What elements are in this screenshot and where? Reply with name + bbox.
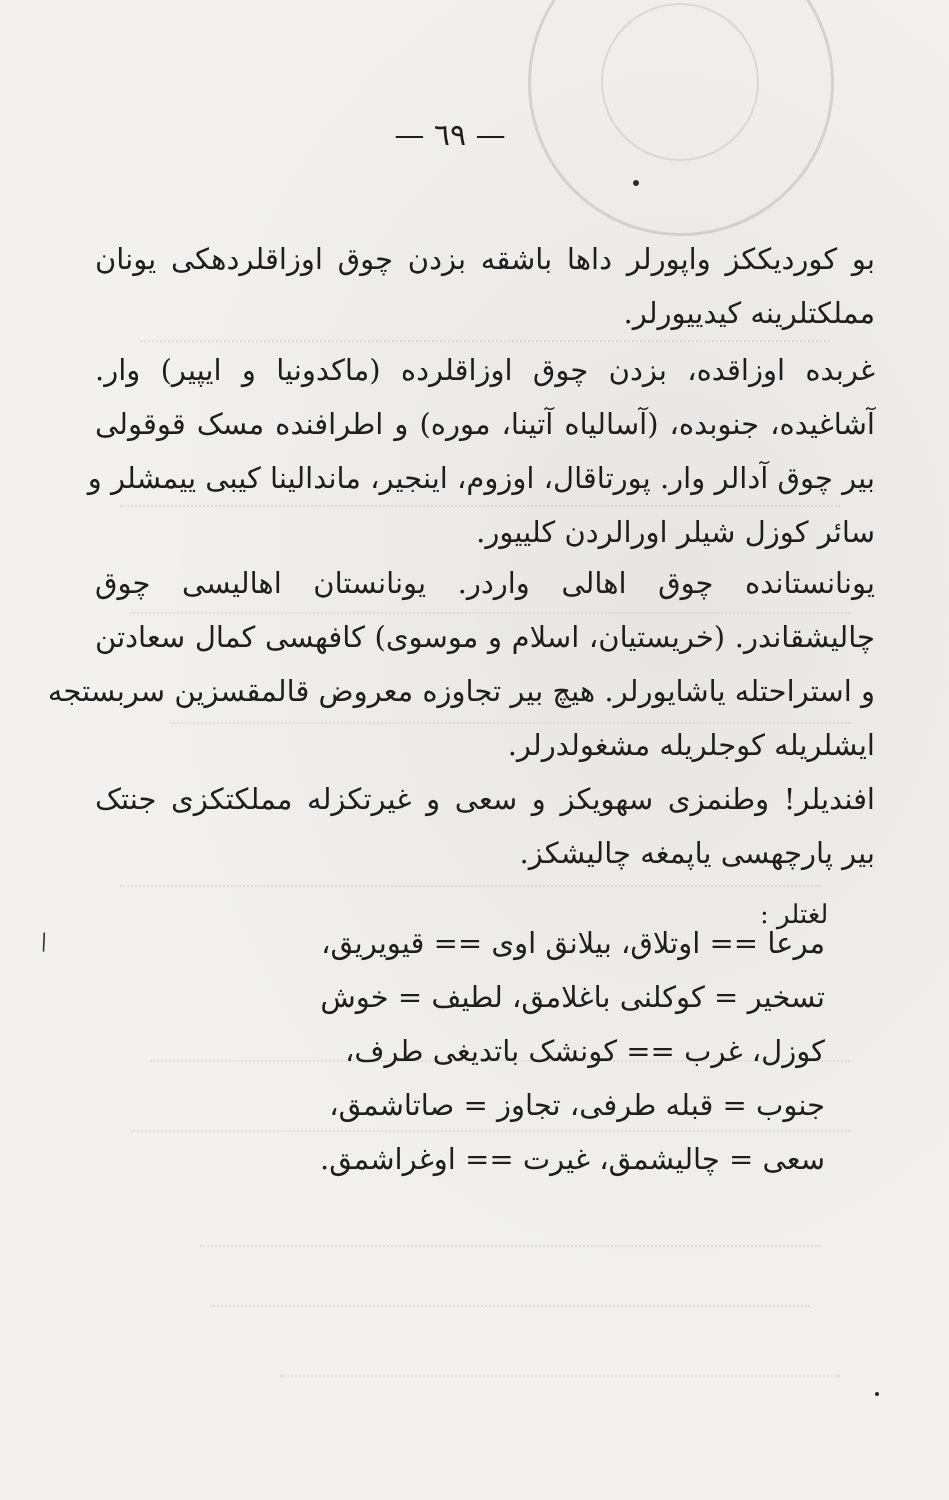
library-stamp-bleed [528, 0, 834, 236]
bleed-line [140, 340, 830, 342]
margin-mark: \ [35, 929, 52, 956]
vocabulary-list [120, 916, 825, 1186]
text-line: چالیشقاندر. (خریستیان، اسلام و موسوی) کافهسی کمال سعادتن [95, 620, 875, 654]
page-number: — ٦٩ — [394, 118, 506, 153]
text-line: و استراحتله یاشایورلر. هیچ بیر تجاوزه معروض قالمقسزین سربستجه [47, 674, 875, 708]
bleed-line [280, 1375, 840, 1377]
text-line: آشاغیده، جنوبده، (آسالیاه آتینا، موره) و اطرافنده مسک قوقولی [95, 407, 875, 441]
ink-dot [633, 180, 639, 186]
text-line: بیر پارچهسی یاپمغه چالیشکز. [519, 836, 875, 870]
text-line: ایشلریله کوجلریله مشغولدرلر. [507, 728, 875, 762]
bleed-line [210, 1305, 810, 1307]
text-line: بو کوردیککز واپورلر داها باشقه بزدن چوق اوزاقلردهکی یونان [95, 242, 875, 276]
paragraph-3 [47, 556, 875, 772]
vocabulary-line: مرعا == اوتلاق، بیلانق اوی == قیویریق، [321, 926, 825, 960]
vocabulary-line: کوزل، غرب == کونشک باتدیغی طرف، [344, 1034, 825, 1068]
vocabulary-line: تسخیر = کوکلنی باغلامق، لطیف = خوش [320, 980, 825, 1014]
text-line: افندیلر! وطنمزی سهویکز و سعی و غیرتکزله مملکتکزی جنتک [95, 782, 875, 816]
vocabulary-line: جنوب = قبله طرفی، تجاوز = صاتاشمق، [329, 1088, 825, 1122]
text-line: بیر چوق آدالر وار. پورتاقال، اوزوم، اینجیر، ماندالینا کیبی ییمشلر و [87, 461, 875, 495]
text-line: غربده اوزاقده، بزدن چوق اوزاقلرده (ماکدونیا و ایپیر) وار. [95, 353, 875, 387]
vocabulary-label: لغتلر : [760, 900, 829, 930]
paragraph-1 [95, 232, 875, 340]
text-line: یونانستانده چوق اهالی واردر. یونانستان اهالیسی چوق [95, 566, 875, 600]
text-line: مملکتلرینه کیدییورلر. [623, 296, 875, 330]
paragraph-2 [87, 343, 875, 559]
bleed-line [120, 885, 820, 887]
text-line: سائر کوزل شیلر اورالردن کلییور. [476, 515, 875, 549]
paragraph-4 [95, 772, 875, 880]
vocabulary-line: سعی = چالیشمق، غیرت == اوغراشمق. [320, 1142, 825, 1176]
ink-dot [875, 1392, 879, 1396]
bleed-line [200, 1245, 820, 1247]
